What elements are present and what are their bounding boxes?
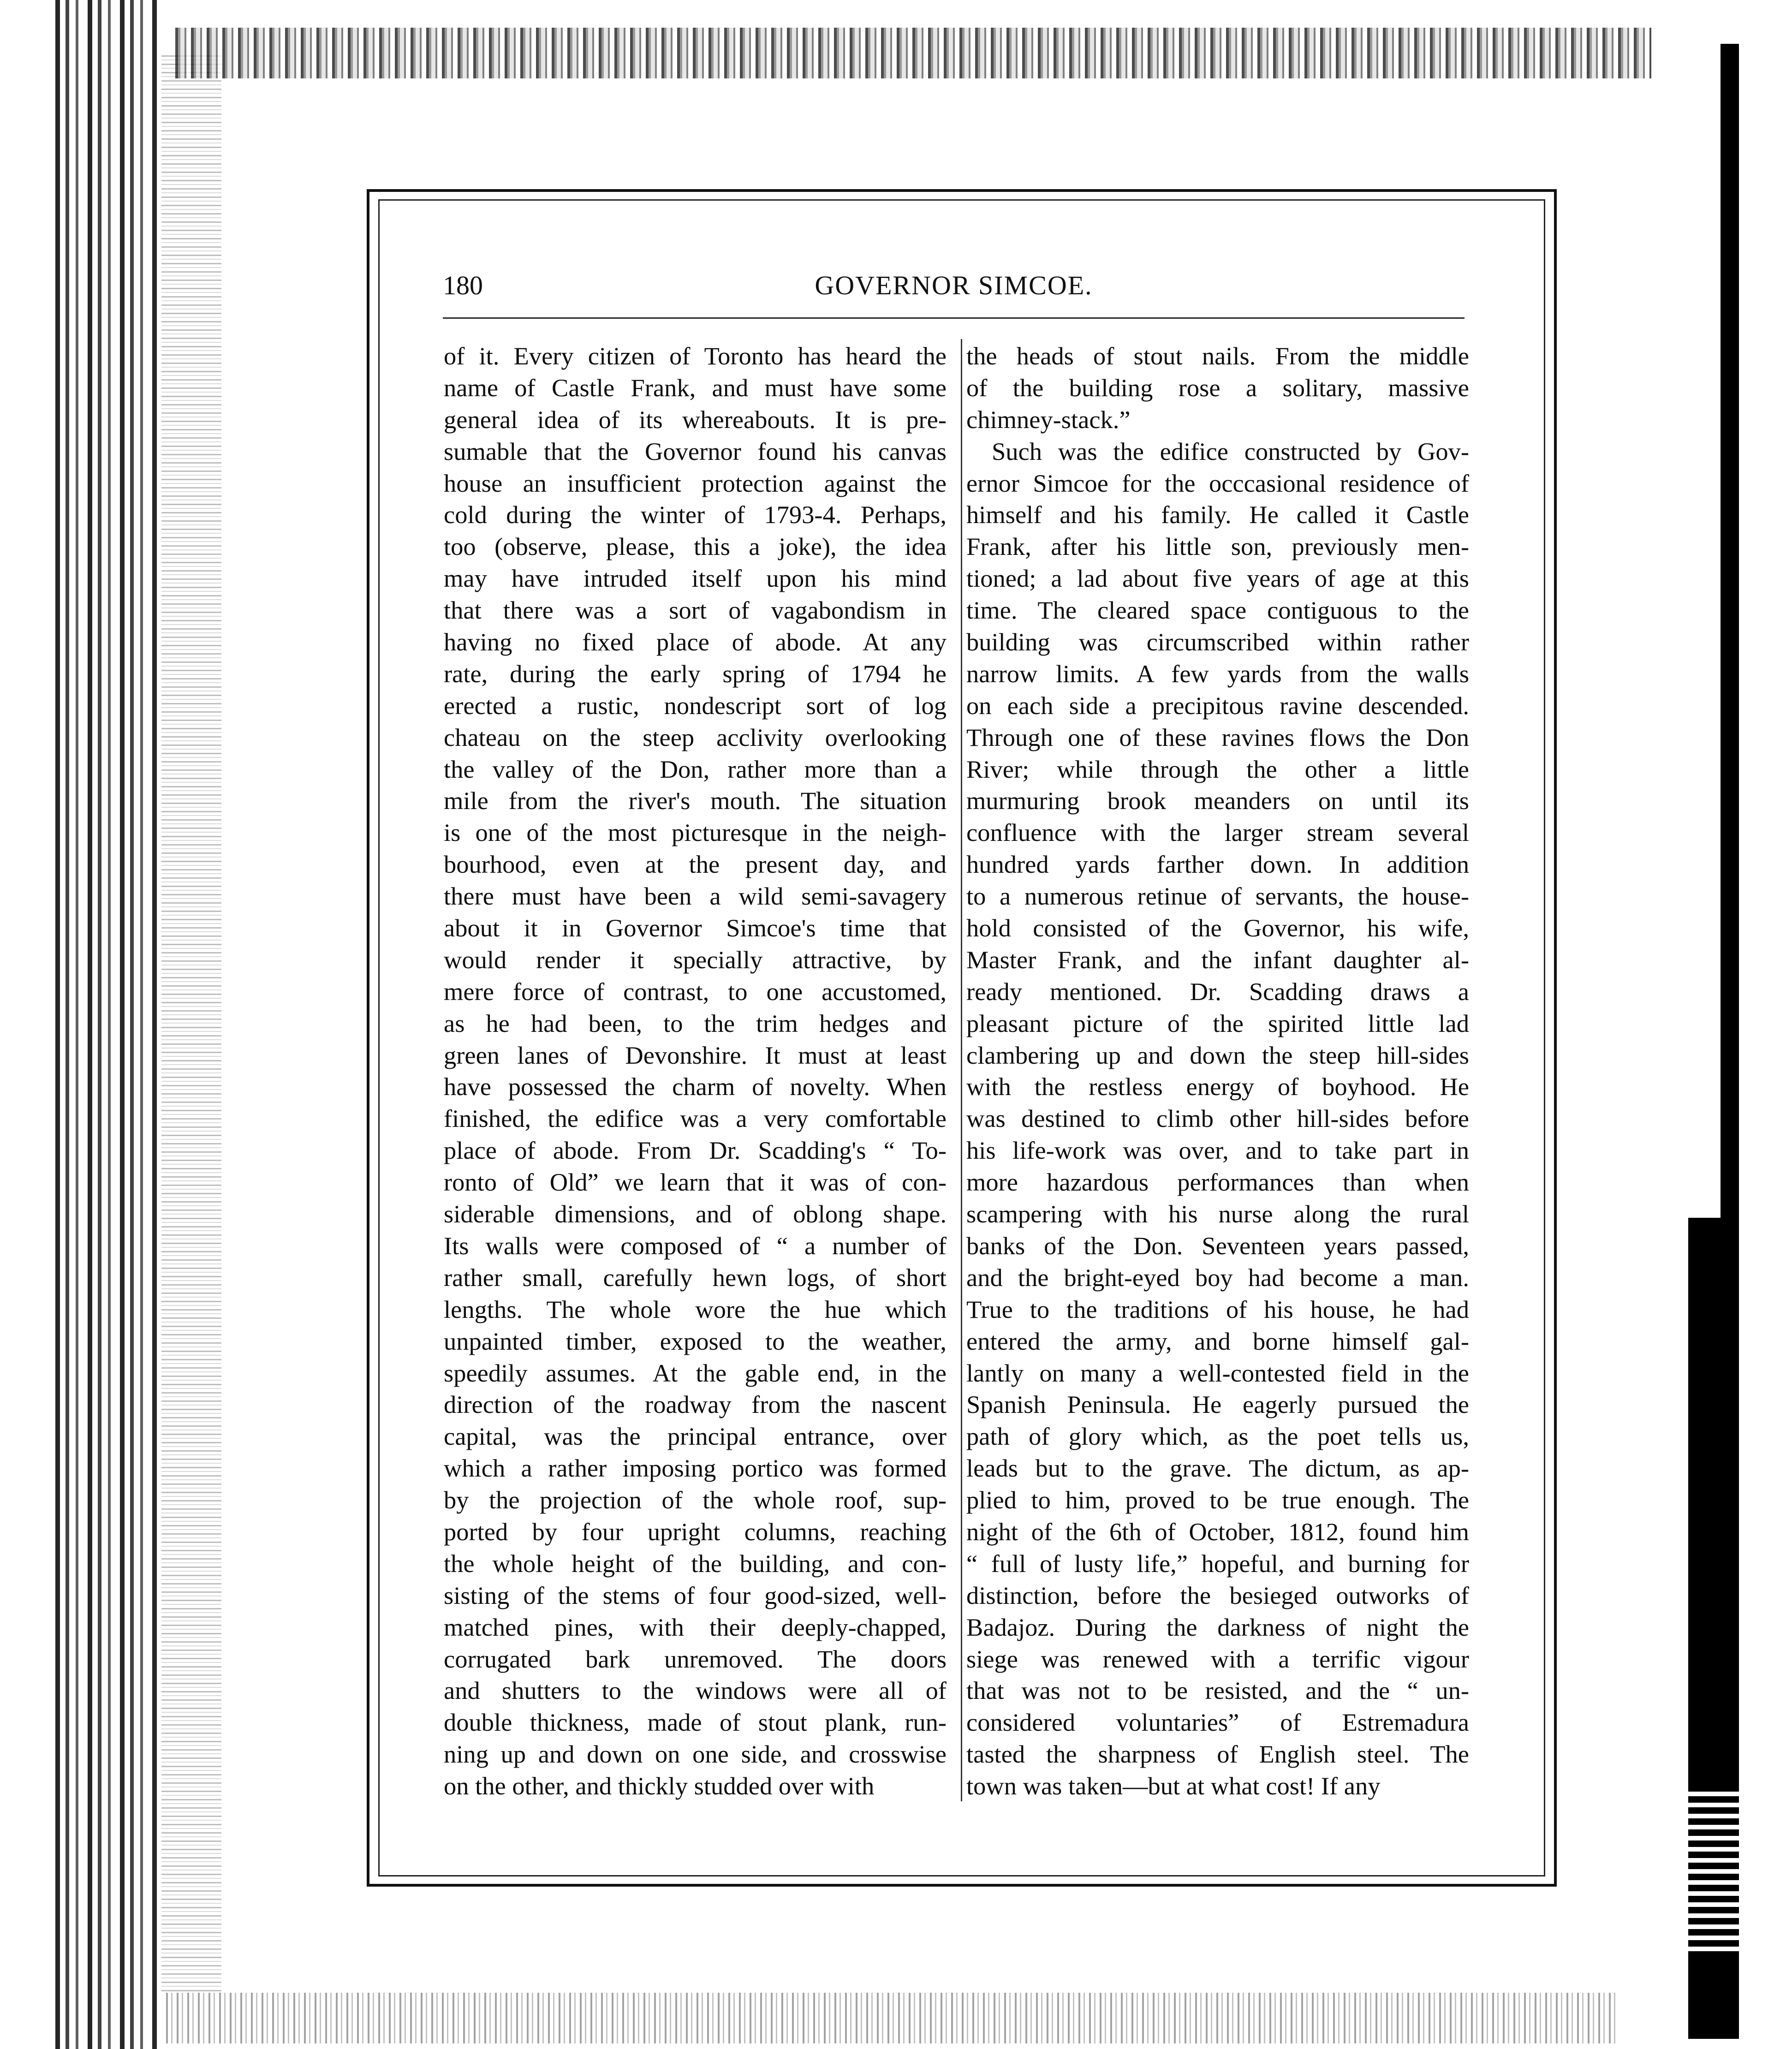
text-line: would render it specially attractive, by [444,945,947,974]
text-line: may have intruded itself upon his mind [444,564,947,593]
text-line: and the bright-eyed boy had become a man. [966,1263,1469,1292]
text-line: rate, during the early spring of 1794 he [444,659,947,688]
text-line: confluence with the larger stream several [966,818,1469,847]
text-line: that there was a sort of vagabondism in [444,596,947,625]
text-line: path of glory which, as the poet tells us, [966,1422,1469,1451]
text-column-right [966,340,1469,1802]
text-line: Its walls were composed of “ a number of [444,1231,947,1260]
text-line: there must have been a wild semi-savagery [444,882,947,911]
scan-edge-bar-right [1721,44,1739,1225]
running-title: GOVERNOR SIMCOE. [815,270,1093,300]
text-line: with the restless energy of boyhood. He [966,1072,1469,1101]
scan-edge-artifact-top [175,28,1651,78]
text-line: entered the army, and borne himself gal- [966,1327,1469,1355]
text-line: have possessed the charm of novelty. When [444,1072,947,1101]
text-line: of the building rose a solitary, massive [966,373,1469,402]
text-line: unpainted timber, exposed to the weather, [444,1327,947,1355]
text-line: that was not to be resisted, and the “ un- [966,1676,1469,1705]
column-divider [961,339,962,1801]
text-line: Such was the edifice constructed by Gov- [992,437,1469,465]
text-line: chateau on the steep acclivity overlooking [444,723,947,751]
text-line: and shutters to the windows were all of [444,1676,947,1705]
text-line: banks of the Don. Seventeen years passed, [966,1231,1469,1260]
text-line: erected a rustic, nondescript sort of log [444,691,947,720]
text-line: Spanish Peninsula. He eagerly pursued the [966,1390,1469,1419]
text-line: having no fixed place of abode. At any [444,628,947,656]
text-line: tasted the sharpness of English steel. The [966,1740,1469,1769]
text-line: on the other, and thickly studded over with [444,1772,875,1800]
text-line: River; while through the other a little [966,755,1469,783]
text-line: sumable that the Governor found his canvas [444,437,947,465]
text-line: scampering with his nurse along the rural [966,1200,1469,1228]
text-line: hundred yards farther down. In addition [966,850,1469,879]
text-line: lengths. The whole wore the hue which [444,1295,947,1323]
text-line: by the projection of the whole roof, sup- [444,1486,947,1514]
text-line: himself and his family. He called it Castle [966,500,1469,529]
text-line: pleasant picture of the spirited little lad [966,1009,1469,1037]
text-line: house an insufficient protection against the [444,469,947,497]
text-line: speedily assumes. At the gable end, in the [444,1358,947,1387]
text-line: corrugated bark unremoved. The doors [444,1644,947,1673]
text-line: considered voluntaries” of Estremadura [966,1708,1469,1737]
text-line: finished, the edifice was a very comfortable [444,1104,947,1133]
text-line: ernor Simcoe for the occcasional residence of [966,469,1469,497]
text-line: town was taken—but at what cost! If any [966,1772,1381,1800]
text-column-left [444,340,947,1802]
text-line: too (observe, please, this a joke), the idea [444,532,947,561]
text-line: to a numerous retinue of servants, the house- [966,882,1469,911]
text-line: distinction, before the besieged outworks of [966,1581,1469,1609]
text-line: night of the 6th of October, 1812, found him [966,1517,1469,1546]
text-line: time. The cleared space contiguous to the [966,596,1469,625]
text-line: narrow limits. A few yards from the walls [966,659,1469,688]
text-line: ready mentioned. Dr. Scadding draws a [966,977,1469,1006]
text-line: direction of the roadway from the nascent [444,1390,947,1419]
text-line: of it. Every citizen of Toronto has heard the [444,342,947,370]
text-line: the heads of stout nails. From the middle [966,342,1469,370]
scan-edge-shadow-left [161,55,221,1993]
text-line: “ full of lusty life,” hopeful, and burning for [966,1549,1469,1578]
text-line: general idea of its whereabouts. It is pre- [444,405,947,434]
text-line: capital, was the principal entrance, over [444,1422,947,1451]
text-line: the valley of the Don, rather more than a [444,755,947,783]
text-line: building was circumscribed within rather [966,628,1469,656]
text-line: green lanes of Devonshire. It must at least [444,1041,947,1069]
scan-edge-stripes-right [1688,1785,1739,1951]
text-line: Frank, after his little son, previously men- [966,532,1469,561]
text-line: Badajoz. During the darkness of night the [966,1613,1469,1641]
text-line: his life-work was over, and to take part in [966,1136,1469,1165]
text-line: murmuring brook meanders on until its [966,786,1469,815]
scan-edge-artifact-left [55,0,161,2049]
text-line: was destined to climb other hill-sides before [966,1104,1469,1133]
text-line: on each side a precipitous ravine descended. [966,691,1469,720]
text-line: clambering up and down the steep hill-sides [966,1041,1469,1069]
text-line: bourhood, even at the present day, and [444,850,947,879]
text-line: which a rather imposing portico was formed [444,1454,947,1483]
header-rule [443,317,1465,319]
page-number: 180 [443,270,483,300]
text-line: as he had been, to the trim hedges and [444,1009,947,1037]
text-line: siderable dimensions, and of oblong shape. [444,1200,947,1228]
text-line: matched pines, with their deeply-chapped, [444,1613,947,1641]
text-line: True to the traditions of his house, he had [966,1295,1469,1323]
text-line: about it in Governor Simcoe's time that [444,914,947,942]
text-line: more hazardous performances than when [966,1168,1469,1197]
scan-edge-artifact-bottom [166,1993,1619,2043]
text-line: mere force of contrast, to one accustomed, [444,977,947,1006]
text-line: double thickness, made of stout plank, run- [444,1708,947,1737]
text-line: is one of the most picturesque in the neigh- [444,818,947,847]
text-line: place of abode. From Dr. Scadding's “ To- [444,1136,947,1165]
text-line: ronto of Old” we learn that it was of con- [444,1168,947,1197]
text-line: siege was renewed with a terrific vigour [966,1644,1469,1673]
text-line: chimney-stack.” [966,405,1131,434]
running-header [443,270,1465,311]
text-line: hold consisted of the Governor, his wife, [966,914,1469,942]
text-line: leads but to the grave. The dictum, as ap- [966,1454,1469,1483]
text-line: cold during the winter of 1793-4. Perhaps, [444,500,947,529]
text-line: Through one of these ravines flows the Don [966,723,1469,751]
text-line: mile from the river's mouth. The situation [444,786,947,815]
text-line: Master Frank, and the infant daughter al- [966,945,1469,974]
text-line: sisting of the stems of four good-sized, well- [444,1581,947,1609]
text-line: plied to him, proved to be true enough. The [966,1486,1469,1514]
text-line: the whole height of the building, and con- [444,1549,947,1578]
text-line: lantly on many a well-contested field in the [966,1358,1469,1387]
text-line: tioned; a lad about five years of age at this [966,564,1469,593]
text-line: ported by four upright columns, reaching [444,1517,947,1546]
text-line: rather small, carefully hewn logs, of short [444,1263,947,1292]
text-line: ning up and down on one side, and crosswise [444,1740,947,1769]
text-line: name of Castle Frank, and must have some [444,373,947,402]
